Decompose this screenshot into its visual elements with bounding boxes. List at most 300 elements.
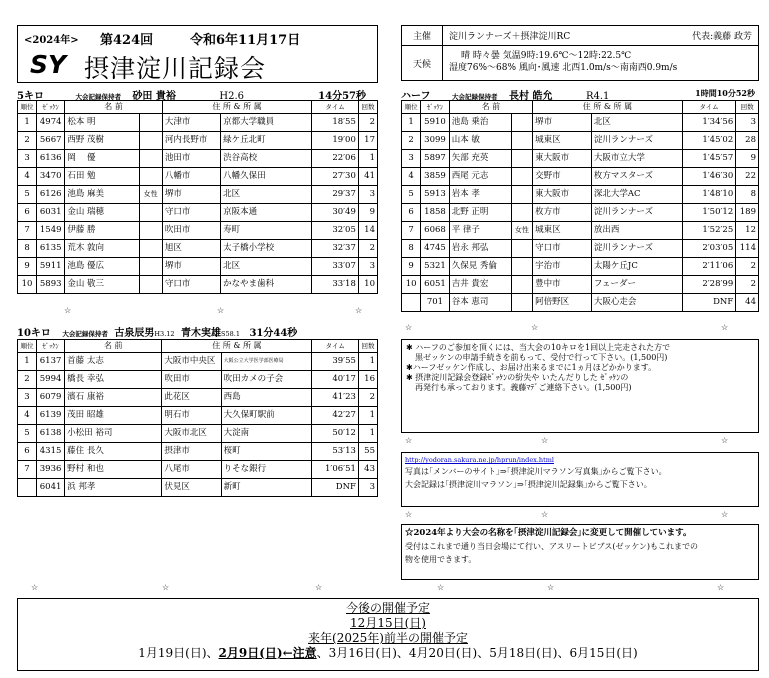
affiliation-cell: 緑ケ丘北町: [221, 132, 312, 150]
table-row: [18, 150, 378, 168]
name-cell: 池島 乗治: [449, 114, 511, 132]
record-half: 1時間10分52秒: [695, 88, 755, 98]
weather-label: 天候: [402, 46, 443, 81]
count-cell: 17: [358, 132, 377, 150]
rank-cell: 3: [402, 150, 421, 168]
gender-cell: [511, 150, 532, 168]
affiliation-cell: 淀川ランナーズ: [591, 132, 682, 150]
table-row: [18, 168, 378, 186]
affiliation-cell: 北区: [221, 186, 312, 204]
name-cell: 池島 優広: [65, 258, 139, 276]
rank-cell: [18, 479, 37, 497]
results-5k-table: [17, 100, 378, 294]
rank-cell: 4: [402, 168, 421, 186]
city-cell: 宇治市: [533, 258, 592, 276]
city-cell: 吹田市: [162, 371, 221, 389]
bib-cell: 4315: [37, 443, 65, 461]
star: ☆: [437, 583, 445, 592]
gender-cell: [139, 204, 162, 222]
rank-cell: 6: [18, 204, 37, 222]
count-cell: 16: [358, 371, 377, 389]
name-cell: 池島 麻美: [65, 186, 139, 204]
affiliation-cell: 大阪市立大学: [591, 150, 682, 168]
affiliation-cell: 京阪本通: [221, 204, 312, 222]
rank-cell: 7: [402, 222, 421, 240]
gender-cell: [139, 276, 162, 294]
record-10k: 31分44秒: [249, 328, 298, 339]
time-cell: 30′49: [312, 204, 359, 222]
city-cell: 伏見区: [162, 479, 221, 497]
gender-cell: [511, 114, 532, 132]
gender-cell: [511, 258, 532, 276]
rank-cell: 8: [18, 240, 37, 258]
name-cell: 岡 優: [65, 150, 139, 168]
count-cell: 28: [736, 132, 759, 150]
gender-cell: [139, 222, 162, 240]
name-cell: 浜 邦孝: [65, 479, 162, 497]
table-row: [402, 294, 759, 312]
count-cell: 1: [358, 425, 377, 443]
count-cell: 55: [358, 443, 377, 461]
time-cell: 2′11′06: [682, 258, 735, 276]
table-row: [18, 389, 378, 407]
name-cell: 野村 和也: [65, 461, 162, 479]
weather-line1: 晴 時々曇 気温9時:19.6℃～12時:22.5℃: [461, 51, 632, 62]
col-name: 名 前: [65, 340, 162, 353]
records-note: 大会記録は｢摂津淀川マラソン｣⇒｢摂津淀川記録集｣からご覧下さい。: [405, 480, 652, 490]
time-cell: 32′37: [312, 240, 359, 258]
holder1-date-10k: H3.12: [154, 330, 175, 338]
bib-cell: 3859: [421, 168, 449, 186]
results-10k-table: [17, 339, 378, 497]
table-row: [18, 353, 378, 371]
record-5k: 14分57秒: [318, 91, 366, 102]
time-cell: 1′46′30: [682, 168, 735, 186]
rank-cell: 3: [18, 389, 37, 407]
name-cell: 西尾 元志: [449, 168, 511, 186]
event-date: 令和6年11月17日: [190, 33, 301, 48]
city-cell: 守口市: [162, 204, 220, 222]
table-row: [18, 276, 378, 294]
col-rank: 順位: [18, 101, 37, 114]
affiliation-cell: 吹田カメの子会: [221, 371, 312, 389]
city-cell: 堺市: [162, 258, 220, 276]
rank-cell: 4: [18, 407, 37, 425]
star: ☆: [531, 323, 539, 332]
name-cell: 金山 瑞穂: [65, 204, 139, 222]
time-cell: 42′27: [312, 407, 358, 425]
date-jan: 1月19日(日)、: [138, 646, 219, 660]
rank-cell: 4: [18, 168, 37, 186]
time-cell: DNF: [312, 479, 358, 497]
results-half-table: [401, 100, 759, 312]
name-cell: 首藤 太志: [65, 353, 162, 371]
star: ☆: [547, 583, 555, 592]
count-cell: 1: [358, 407, 377, 425]
table-row: [18, 407, 378, 425]
note-line: 再発行も承っております。義藤ﾏﾃﾞご連絡下さい。(1,500円): [415, 383, 632, 392]
col-bib: ｾﾞｯｹﾝ: [37, 101, 65, 114]
star: ☆: [31, 583, 39, 592]
affiliation-cell: 寿町: [221, 222, 312, 240]
bib-cell: 5893: [37, 276, 65, 294]
rank-cell: 5: [18, 186, 37, 204]
name-cell: 岩本 孝: [449, 186, 511, 204]
name-cell: 谷本 恵司: [449, 294, 511, 312]
city-cell: 明石市: [162, 407, 221, 425]
representative: 代表:義藤 政芳: [692, 32, 752, 42]
time-cell: 39′55: [312, 353, 358, 371]
col-bib: ｾﾞｯｹﾝ: [37, 340, 65, 353]
name-cell: 濱石 康裕: [65, 389, 162, 407]
rank-cell: 1: [18, 353, 37, 371]
name-cell: 金山 敬三: [65, 276, 139, 294]
city-cell: 東大阪市: [533, 186, 592, 204]
col-times: 回数: [358, 101, 377, 114]
city-cell: 城東区: [533, 132, 592, 150]
bib-cell: 3936: [37, 461, 65, 479]
star: ☆: [541, 436, 549, 445]
bib-cell: 6136: [37, 150, 65, 168]
time-cell: 33′07: [312, 258, 359, 276]
table-row: [402, 132, 759, 150]
name-cell: 橋長 幸弘: [65, 371, 162, 389]
time-cell: 18′55: [312, 114, 359, 132]
gender-cell: [511, 186, 532, 204]
time-cell: DNF: [682, 294, 735, 312]
date-feb-warning: 2月9日(日)←注意: [218, 646, 317, 660]
affiliation-cell: 大淀南: [221, 425, 312, 443]
city-cell: 阿倍野区: [533, 294, 592, 312]
col-times: 回数: [736, 101, 759, 114]
city-cell: 八幡市: [162, 168, 220, 186]
schedule-dates: [18, 646, 758, 661]
bib-cell: 4745: [421, 240, 449, 258]
name-cell: 平 律子: [449, 222, 511, 240]
name-cell: 茂田 昭雄: [65, 407, 162, 425]
city-cell: 大津市: [162, 114, 220, 132]
col-rank: 順位: [18, 340, 37, 353]
links-box: [401, 452, 759, 507]
holder-half: 長村 皓允: [508, 91, 553, 102]
time-cell: 53′13: [312, 443, 358, 461]
gender-cell: 女性: [511, 222, 532, 240]
table-row: [18, 204, 378, 222]
table-row: [402, 168, 759, 186]
time-cell: 2′03′05: [682, 240, 735, 258]
bib-cell: 5667: [37, 132, 65, 150]
affiliation-cell: 渋谷高校: [221, 150, 312, 168]
affiliation-cell: 新町: [221, 479, 312, 497]
bib-cell: 3099: [421, 132, 449, 150]
bib-cell: 4974: [37, 114, 65, 132]
count-cell: 44: [736, 294, 759, 312]
table-row: [18, 240, 378, 258]
city-cell: 守口市: [162, 276, 220, 294]
note-line: ✱ ハーフのご参加を頂くには、当大会の10キロを1回以上完走された方で: [406, 343, 671, 352]
col-rank: 順位: [402, 101, 421, 114]
time-cell: 33′18: [312, 276, 359, 294]
city-cell: 豊中市: [533, 276, 592, 294]
gender-cell: [139, 150, 162, 168]
bib-cell: 6051: [421, 276, 449, 294]
section-10k-header: [17, 324, 378, 339]
time-cell: 1′45′57: [682, 150, 735, 168]
time-cell: 1′52′25: [682, 222, 735, 240]
col-addr: 住 所 & 所 属: [162, 101, 311, 114]
count-cell: 3: [358, 479, 377, 497]
bib-cell: 5910: [421, 114, 449, 132]
dist-10k: 10キロ: [17, 328, 51, 339]
affiliation-cell: 淀川ランナーズ: [591, 204, 682, 222]
city-cell: 大阪市中央区: [162, 353, 221, 371]
star: ☆: [405, 436, 413, 445]
time-cell: 50′12: [312, 425, 358, 443]
record-label-10k: 大会記録保持者: [62, 330, 108, 338]
table-row: [18, 443, 378, 461]
affiliation-cell: 八幡久保田: [221, 168, 312, 186]
col-name: 名 前: [65, 101, 163, 114]
affiliation-cell: 大阪公立大学医学部医療局: [221, 353, 312, 371]
notes-box: [401, 339, 759, 433]
city-cell: 吹田市: [162, 222, 220, 240]
edition: 第424回: [100, 33, 154, 48]
bib-cell: 3470: [37, 168, 65, 186]
bib-cell: 1549: [37, 222, 65, 240]
gender-cell: [511, 276, 532, 294]
note-line: ✱ 摂津淀川記録会登録ｾﾞｯｹﾝの紛失や いたんだりした ｾﾞｯｹﾝの: [406, 373, 629, 382]
city-cell: 河内長野市: [162, 132, 220, 150]
star: ☆: [405, 510, 413, 519]
weather-line2: 湿度76%～68% 風向･風速 北西1.0m/s～南南西0.9m/s: [449, 63, 678, 73]
table-row: [18, 461, 378, 479]
gender-cell: 女性: [139, 186, 162, 204]
count-cell: 10: [358, 276, 377, 294]
affiliation-cell: りそな銀行: [221, 461, 312, 479]
dates-rest: 、3月16日(日)、4月20日(日)、5月18日(日)、6月15日(日): [316, 646, 638, 660]
count-cell: 43: [358, 461, 377, 479]
affiliation-cell: 桜町: [221, 443, 312, 461]
rank-cell: 2: [402, 132, 421, 150]
dist-half: ハーフ: [401, 91, 431, 102]
col-times: 回数: [358, 340, 377, 353]
affiliation-cell: かなやま歯科: [221, 276, 312, 294]
next-label: 今後の開催予定: [345, 601, 430, 615]
count-cell: 2: [358, 114, 377, 132]
table-row: [402, 258, 759, 276]
count-cell: 14: [358, 222, 377, 240]
rank-cell: 5: [402, 186, 421, 204]
rank-cell: 7: [18, 461, 37, 479]
count-cell: 2: [736, 258, 759, 276]
page-title: 摂津淀川記録会: [84, 54, 267, 83]
name-cell: 吉井 貴宏: [449, 276, 511, 294]
time-cell: 40′17: [312, 371, 358, 389]
affiliation-cell: 西島: [221, 389, 312, 407]
table-row: [402, 114, 759, 132]
count-cell: 2: [358, 240, 377, 258]
city-cell: 守口市: [533, 240, 592, 258]
name-cell: 岩永 邦弘: [449, 240, 511, 258]
name-cell: 矢部 充英: [449, 150, 511, 168]
col-bib: ｾﾞｯｹﾝ: [421, 101, 449, 114]
time-cell: 29′37: [312, 186, 359, 204]
affiliation-cell: 太陽ケ丘JC: [591, 258, 682, 276]
host-value: 淀川ランナーズ＋摂津淀川RC: [449, 32, 571, 42]
star: ☆: [717, 583, 725, 592]
table-row: [402, 222, 759, 240]
dist-5k: 5キロ: [17, 91, 44, 102]
name-cell: 山本 敏: [449, 132, 511, 150]
holder-date-half: R4.1: [585, 91, 610, 102]
gender-cell: [511, 240, 532, 258]
time-cell: 19′00: [312, 132, 359, 150]
site-link[interactable]: http://yodoran.sakura.ne.jp/hprun/index.html: [405, 456, 554, 464]
time-cell: 2′28′99: [682, 276, 735, 294]
table-row: [402, 150, 759, 168]
bib-cell: 1858: [421, 204, 449, 222]
city-cell: 旭区: [162, 240, 220, 258]
year-tag: <2024年>: [24, 35, 79, 46]
table-row: [18, 222, 378, 240]
next-year-label: 来年(2025年)前半の開催予定: [308, 631, 468, 645]
table-row: [18, 479, 378, 497]
count-cell: 22: [736, 168, 759, 186]
time-cell: 41′23: [312, 389, 358, 407]
bib-cell: 6138: [37, 425, 65, 443]
star-divider-links: [401, 510, 759, 522]
holder-5k: 砂田 貴裕: [132, 91, 176, 102]
rank-cell: 6: [402, 204, 421, 222]
time-cell: 1′48′10: [682, 186, 735, 204]
announce-bold: ☆2024年より大会の名称を｢摂津淀川記録会｣に変更して開催しています。: [405, 528, 692, 538]
name-cell: 石田 勉: [65, 168, 139, 186]
bib-cell: 6031: [37, 204, 65, 222]
rank-cell: [402, 294, 421, 312]
rank-cell: 7: [18, 222, 37, 240]
col-time: タイム: [312, 101, 359, 114]
count-cell: 1: [358, 150, 377, 168]
count-cell: 3: [736, 114, 759, 132]
name-cell: 小松田 裕司: [65, 425, 162, 443]
rank-cell: 10: [18, 276, 37, 294]
star-divider-5k: [17, 306, 378, 318]
name-cell: 荒木 敦向: [65, 240, 139, 258]
bib-cell: 6041: [37, 479, 65, 497]
table-row: [18, 132, 378, 150]
bib-cell: 6079: [37, 389, 65, 407]
table-row: [18, 114, 378, 132]
star: ☆: [721, 510, 729, 519]
rank-cell: 9: [402, 258, 421, 276]
name-cell: 久保見 秀倫: [449, 258, 511, 276]
count-cell: 3: [358, 186, 377, 204]
rank-cell: 2: [18, 371, 37, 389]
name-cell: 松本 明: [65, 114, 139, 132]
gender-cell: [511, 294, 532, 312]
star: ☆: [721, 323, 729, 332]
city-cell: 堺市: [533, 114, 592, 132]
table-row: [402, 204, 759, 222]
bib-cell: 5321: [421, 258, 449, 276]
name-cell: 北野 正明: [449, 204, 511, 222]
note-line: ✱ハーフゼッケン作成し、お届け出来るまでに1ヵ月ほどかかります。: [406, 363, 657, 372]
star-divider-half: [401, 323, 759, 335]
col-addr: 住 所 & 所 属: [162, 340, 312, 353]
bib-cell: 6139: [37, 407, 65, 425]
star: ☆: [162, 583, 170, 592]
announce-box: [401, 524, 759, 580]
count-cell: 189: [736, 204, 759, 222]
table-header-row: [18, 101, 378, 114]
city-cell: 枚方市: [533, 204, 592, 222]
affiliation-cell: 放出西: [591, 222, 682, 240]
record-label-half: 大会記録保持者: [451, 93, 498, 101]
rank-cell: 6: [18, 443, 37, 461]
rank-cell: 3: [18, 150, 37, 168]
star: ☆: [405, 323, 413, 332]
star: ☆: [721, 436, 729, 445]
city-cell: 八尾市: [162, 461, 221, 479]
gender-cell: [139, 258, 162, 276]
table-header-row: [18, 340, 378, 353]
note-line: 黒ゼッケンの申請手続きを前もって、受付で行って下さい。(1,500円): [415, 353, 668, 362]
table-row: [18, 425, 378, 443]
affiliation-cell: 太子橋小学校: [221, 240, 312, 258]
count-cell: 2: [736, 276, 759, 294]
count-cell: 9: [358, 204, 377, 222]
schedule-box: [17, 598, 759, 671]
col-time: タイム: [682, 101, 735, 114]
count-cell: 114: [736, 240, 759, 258]
bib-cell: 6137: [37, 353, 65, 371]
rank-cell: 10: [402, 276, 421, 294]
bib-cell: 701: [421, 294, 449, 312]
affiliation-cell: 深北大学AC: [591, 186, 682, 204]
rank-cell: 5: [18, 425, 37, 443]
name-cell: 西野 茂樹: [65, 132, 139, 150]
table-row: [402, 276, 759, 294]
bib-cell: 5897: [421, 150, 449, 168]
rank-cell: 9: [18, 258, 37, 276]
star: ☆: [541, 510, 549, 519]
affiliation-cell: 北区: [591, 114, 682, 132]
city-cell: 交野市: [533, 168, 592, 186]
table-row: [402, 186, 759, 204]
bib-cell: 6068: [421, 222, 449, 240]
name-cell: 伊藤 勝: [65, 222, 139, 240]
rank-cell: 1: [402, 114, 421, 132]
table-row: [402, 240, 759, 258]
affiliation-cell: 枚方マスターズ: [591, 168, 682, 186]
gender-cell: [139, 114, 162, 132]
star-divider-notes: [401, 436, 759, 448]
count-cell: 3: [358, 258, 377, 276]
holder1-10k: 古泉辰男: [114, 328, 155, 339]
col-time: タイム: [312, 340, 358, 353]
bib-cell: 6126: [37, 186, 65, 204]
rank-cell: 8: [402, 240, 421, 258]
table-row: [18, 371, 378, 389]
col-addr: 住 所 & 所 属: [533, 101, 683, 114]
record-label-5k: 大会記録保持者: [75, 93, 121, 101]
city-cell: 此花区: [162, 389, 221, 407]
star: ☆: [64, 306, 72, 315]
logo-sy: SY: [30, 50, 67, 79]
time-cell: 1′45′02: [682, 132, 735, 150]
next-date: 12月15日(日): [350, 616, 426, 630]
time-cell: 1′34′56: [682, 114, 735, 132]
